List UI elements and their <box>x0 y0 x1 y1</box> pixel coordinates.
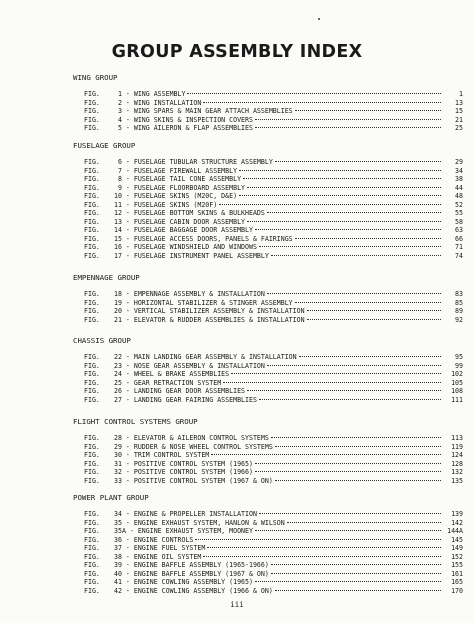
dot-leader <box>211 454 441 455</box>
index-entry <box>73 290 463 299</box>
entry-title: 22 - MAIN LANDING GEAR ASSEMBLY & INSTALLATION <box>114 353 297 361</box>
page-number: 29 <box>455 158 463 166</box>
fig-label: FIG. <box>84 569 100 578</box>
page-number: 63 <box>455 226 463 235</box>
page-number: 95 <box>455 353 463 361</box>
entry-title: 4 - WING SKINS & INSPECTION COVERS <box>114 115 253 124</box>
index-entry <box>73 379 463 388</box>
page-number: 66 <box>455 234 463 243</box>
page-title: GROUP ASSEMBLY INDEX <box>111 42 363 62</box>
page-number: 89 <box>455 307 463 316</box>
page-number: 170 <box>451 586 463 595</box>
fig-label: FIG. <box>84 166 100 175</box>
index-entry <box>73 235 463 244</box>
group-block <box>73 416 463 485</box>
index-entry <box>73 158 463 167</box>
fig-label: FIG. <box>84 468 100 477</box>
group-block <box>73 492 463 595</box>
page-number: 13 <box>455 98 463 107</box>
fig-label: FIG. <box>84 451 100 460</box>
entry-title: 31 - POSITIVE CONTROL SYSTEM (1965) <box>114 459 253 468</box>
dot-leader <box>275 480 441 481</box>
page-number: 161 <box>451 569 463 578</box>
index-entry <box>73 201 463 210</box>
page-number: 119 <box>451 442 463 451</box>
entry-title: 28 - ELEVATOR & AILERON CONTROL SYSTEMS <box>114 434 269 442</box>
dot-leader <box>239 195 441 196</box>
fig-label: FIG. <box>84 510 100 518</box>
dot-leader <box>267 212 441 213</box>
entry-title: 3 - WING SPARS & MAIN GEAR ATTACH ASSEMBLIES <box>114 107 293 116</box>
entry-title: 39 - ENGINE BAFFLE ASSEMBLY (1965-1966) <box>114 561 269 570</box>
fig-label: FIG. <box>84 158 100 166</box>
entry-title: 35A - ENGINE EXHAUST SYSTEM, MOONEY <box>114 527 253 536</box>
page-number: 108 <box>451 387 463 396</box>
group-title: CHASSIS GROUP <box>73 336 131 345</box>
page-number: 99 <box>455 361 463 370</box>
page-number: 25 <box>455 124 463 133</box>
dot-leader <box>275 161 441 162</box>
fig-label: FIG. <box>84 578 100 587</box>
page-number: 111 <box>451 395 463 404</box>
dot-leader <box>247 390 441 391</box>
page-number: 102 <box>451 370 463 379</box>
dot-leader <box>203 556 441 557</box>
fig-label: FIG. <box>84 98 100 107</box>
page-number: 83 <box>455 290 463 298</box>
fig-label: FIG. <box>84 217 100 226</box>
entry-list <box>73 434 463 485</box>
entry-title: 27 - LANDING GEAR FAIRING ASSEMBLIES <box>114 395 257 404</box>
index-entry <box>73 243 463 252</box>
group-title: EMPENNAGE GROUP <box>73 273 140 282</box>
dot-leader <box>299 356 441 357</box>
dot-leader <box>307 310 441 311</box>
fig-label: FIG. <box>84 124 100 133</box>
entry-title: 7 - FUSELAGE FIREWALL ASSEMBLY <box>114 166 238 175</box>
dot-leader <box>259 399 441 400</box>
entry-title: 17 - FUSELAGE INSTRUMENT PANEL ASSEMBLY <box>114 252 269 261</box>
index-entry <box>73 175 463 184</box>
page-number: 1 <box>459 90 463 98</box>
page-number: 145 <box>451 535 463 544</box>
fig-label: FIG. <box>84 234 100 243</box>
group-title: POWER PLANT GROUP <box>73 493 149 502</box>
index-entry <box>73 184 463 193</box>
page-number: 58 <box>455 217 463 226</box>
entry-title: 37 - ENGINE FUEL SYSTEM <box>114 544 206 553</box>
index-entry <box>73 90 463 99</box>
fig-label: FIG. <box>84 353 100 361</box>
dot-leader <box>271 255 441 256</box>
group-block <box>73 272 463 324</box>
page-number: 124 <box>451 451 463 460</box>
entry-title: 18 - EMPENNAGE ASSEMBLY & INSTALLATION <box>114 290 265 298</box>
index-entry <box>73 578 463 587</box>
index-entry <box>73 553 463 562</box>
index-entry <box>73 477 463 486</box>
entry-title: 11 - FUSELAGE SKINS (M20F) <box>114 200 218 209</box>
dot-leader <box>271 573 441 574</box>
dot-leader <box>247 187 441 188</box>
dot-leader <box>259 246 441 247</box>
dot-leader <box>271 564 441 565</box>
entry-title: 14 - FUSELAGE BAGGAGE DOOR ASSEMBLY <box>114 226 253 235</box>
entry-title: 38 - ENGINE OIL SYSTEM <box>114 552 202 561</box>
fig-label: FIG. <box>84 307 100 316</box>
page-number: 92 <box>455 315 463 324</box>
fig-label: FIG. <box>84 192 100 201</box>
page-number: 135 <box>451 476 463 485</box>
page-number: 21 <box>455 115 463 124</box>
index-entry <box>73 434 463 443</box>
page-number: 74 <box>455 252 463 261</box>
index-entry <box>73 218 463 227</box>
dot-leader <box>255 229 441 230</box>
index-entry <box>73 299 463 308</box>
dot-leader <box>247 221 441 222</box>
page-number: 113 <box>451 434 463 442</box>
dot-leader <box>255 119 441 120</box>
fig-label: FIG. <box>84 90 100 98</box>
index-entry <box>73 107 463 116</box>
dot-leader <box>255 471 441 472</box>
fig-label: FIG. <box>84 476 100 485</box>
entry-title: 20 - VERTICAL STABILIZER ASSEMBLY & INSTALLATION <box>114 307 305 316</box>
index-entry <box>73 192 463 201</box>
index-entry <box>73 460 463 469</box>
fig-label: FIG. <box>84 370 100 379</box>
dot-leader <box>255 530 441 531</box>
dot-leader <box>295 110 441 111</box>
entry-list <box>73 510 463 595</box>
entry-list <box>73 90 463 133</box>
entry-list <box>73 353 463 404</box>
page-number: 71 <box>455 243 463 252</box>
fig-label: FIG. <box>84 434 100 442</box>
entry-title: 32 - POSITIVE CONTROL SYSTEM (1966) <box>114 468 253 477</box>
fig-label: FIG. <box>84 387 100 396</box>
index-entry <box>73 316 463 325</box>
index-entry <box>73 116 463 125</box>
entry-title: 15 - FUSELAGE ACCESS DOORS, PANELS & FAIRINGS <box>114 234 293 243</box>
page-number: 132 <box>451 468 463 477</box>
entry-title: 40 - ENGINE BAFFLE ASSEMBLY (1967 & ON) <box>114 569 269 578</box>
fig-label: FIG. <box>84 361 100 370</box>
dot-leader <box>295 302 441 303</box>
dot-leader <box>259 513 441 514</box>
dot-leader <box>255 581 441 582</box>
page-number: 52 <box>455 200 463 209</box>
dot-leader <box>271 437 441 438</box>
page-number: 44 <box>455 183 463 192</box>
entry-title: 41 - ENGINE COWLING ASSEMBLY (1965) <box>114 578 253 587</box>
entry-title: 10 - FUSELAGE SKINS (M20C, D&E) <box>114 192 238 201</box>
entry-title: 21 - ELEVATOR & RUDDER ASSEMBLIES & INSTALLATION <box>114 315 305 324</box>
index-entry <box>73 587 463 596</box>
index-entry <box>73 209 463 218</box>
page-folio: iii <box>230 600 244 609</box>
dot-leader <box>255 463 441 464</box>
fig-label: FIG. <box>84 183 100 192</box>
fig-label: FIG. <box>84 459 100 468</box>
index-entry <box>73 396 463 405</box>
page-number: 155 <box>451 561 463 570</box>
group-block <box>73 140 463 261</box>
group-title: FUSELAGE GROUP <box>73 141 136 150</box>
entry-title: 24 - WHEEL & BRAKE ASSEMBLIES <box>114 370 230 379</box>
page-number: 105 <box>451 378 463 387</box>
entry-title: 36 - ENGINE CONTROLS <box>114 535 194 544</box>
page-number: 142 <box>451 518 463 527</box>
index-entry <box>73 362 463 371</box>
entry-title: 2 - WING INSTALLATION <box>114 98 202 107</box>
fig-label: FIG. <box>84 535 100 544</box>
fig-label: FIG. <box>84 442 100 451</box>
page-number: 38 <box>455 175 463 184</box>
fig-label: FIG. <box>84 552 100 561</box>
page-number: 48 <box>455 192 463 201</box>
index-entry <box>73 252 463 261</box>
fig-label: FIG. <box>84 395 100 404</box>
entry-title: 8 - FUSELAGE TAIL CONE ASSEMBLY <box>114 175 242 184</box>
dot-leader <box>203 102 441 103</box>
entry-title: 16 - FUSELAGE WINDSHIELD AND WINDOWS <box>114 243 257 252</box>
page-number: 139 <box>451 510 463 518</box>
index-entry <box>73 443 463 452</box>
group-title: FLIGHT CONTROL SYSTEMS GROUP <box>73 417 198 426</box>
dot-leader <box>195 539 441 540</box>
index-entry <box>73 124 463 133</box>
page-number: 15 <box>455 107 463 116</box>
entry-title: 5 - WING AILERON & FLAP ASSEMBLIES <box>114 124 253 133</box>
index-entry <box>73 510 463 519</box>
fig-label: FIG. <box>84 290 100 298</box>
dot-leader <box>307 319 441 320</box>
entry-title: 9 - FUSELAGE FLOORBOARD ASSEMBLY <box>114 183 246 192</box>
dot-leader <box>223 382 441 383</box>
dot-leader <box>231 373 441 374</box>
dot-leader <box>207 547 441 548</box>
dot-leader <box>255 127 441 128</box>
fig-label: FIG. <box>84 200 100 209</box>
entry-title: 23 - NOSE GEAR ASSEMBLY & INSTALLATION <box>114 361 265 370</box>
fig-label: FIG. <box>84 544 100 553</box>
fig-label: FIG. <box>84 561 100 570</box>
dot-leader <box>243 178 441 179</box>
page-number: 128 <box>451 459 463 468</box>
index-entry <box>73 561 463 570</box>
entry-title: 1 - WING ASSEMBLY <box>114 90 186 98</box>
dot-leader <box>295 238 441 239</box>
fig-label: FIG. <box>84 586 100 595</box>
entry-title: 6 - FUSELAGE TUBULAR STRUCTURE ASSEMBLY <box>114 158 273 166</box>
fig-label: FIG. <box>84 315 100 324</box>
index-entry <box>73 468 463 477</box>
fig-label: FIG. <box>84 209 100 218</box>
index-entry <box>73 370 463 379</box>
entry-title: 25 - GEAR RETRACTION SYSTEM <box>114 378 222 387</box>
fig-label: FIG. <box>84 175 100 184</box>
entry-title: 12 - FUSELAGE BOTTOM SKINS & BULKHEADS <box>114 209 265 218</box>
fig-label: FIG. <box>84 115 100 124</box>
page-number: 34 <box>455 166 463 175</box>
index-entry <box>73 387 463 396</box>
index-entry <box>73 570 463 579</box>
index-entry <box>73 536 463 545</box>
index-entry <box>73 99 463 108</box>
entry-title: 19 - HORIZONTAL STABILIZER & STINGER ASSEMBLY <box>114 298 293 307</box>
dot-leader <box>187 93 441 94</box>
dot-leader <box>267 293 441 294</box>
fig-label: FIG. <box>84 252 100 261</box>
page-number: 152 <box>451 552 463 561</box>
entry-title: 30 - TRIM CONTROL SYSTEM <box>114 451 210 460</box>
entry-title: 29 - RUDDER & NOSE WHEEL CONTROL SYSTEMS <box>114 442 273 451</box>
index-entry <box>73 307 463 316</box>
print-speck <box>318 18 320 20</box>
fig-label: FIG. <box>84 107 100 116</box>
entry-title: 13 - FUSELAGE CABIN DOOR ASSEMBLY <box>114 217 246 226</box>
index-entry <box>73 353 463 362</box>
entry-list <box>73 290 463 324</box>
fig-label: FIG. <box>84 243 100 252</box>
entry-title: 33 - POSITIVE CONTROL SYSTEM (1967 & ON) <box>114 476 273 485</box>
fig-label: FIG. <box>84 527 100 536</box>
entry-list <box>73 158 463 261</box>
dot-leader <box>239 170 441 171</box>
group-title: WING GROUP <box>73 73 118 82</box>
page-number: 55 <box>455 209 463 218</box>
dot-leader <box>219 204 441 205</box>
fig-label: FIG. <box>84 378 100 387</box>
index-entry <box>73 527 463 536</box>
dot-leader <box>267 365 441 366</box>
index-entry <box>73 451 463 460</box>
group-block <box>73 72 463 133</box>
index-entry <box>73 544 463 553</box>
entry-title: 26 - LANDING GEAR DOOR ASSEMBLIES <box>114 387 246 396</box>
page-number: 144A <box>447 527 463 536</box>
page-number: 149 <box>451 544 463 553</box>
fig-label: FIG. <box>84 518 100 527</box>
fig-label: FIG. <box>84 226 100 235</box>
group-block <box>73 335 463 404</box>
fig-label: FIG. <box>84 298 100 307</box>
page-number: 165 <box>451 578 463 587</box>
dot-leader <box>287 522 441 523</box>
entry-title: 34 - ENGINE & PROPELLER INSTALLATION <box>114 510 257 518</box>
index-entry <box>73 226 463 235</box>
dot-leader <box>275 446 441 447</box>
page-number: 85 <box>455 298 463 307</box>
index-entry <box>73 167 463 176</box>
dot-leader <box>275 590 441 591</box>
index-entry <box>73 519 463 528</box>
entry-title: 35 - ENGINE EXHAUST SYSTEM, HANLON & WILSON <box>114 518 285 527</box>
entry-title: 42 - ENGINE COWLING ASSEMBLY (1966 & ON) <box>114 586 273 595</box>
